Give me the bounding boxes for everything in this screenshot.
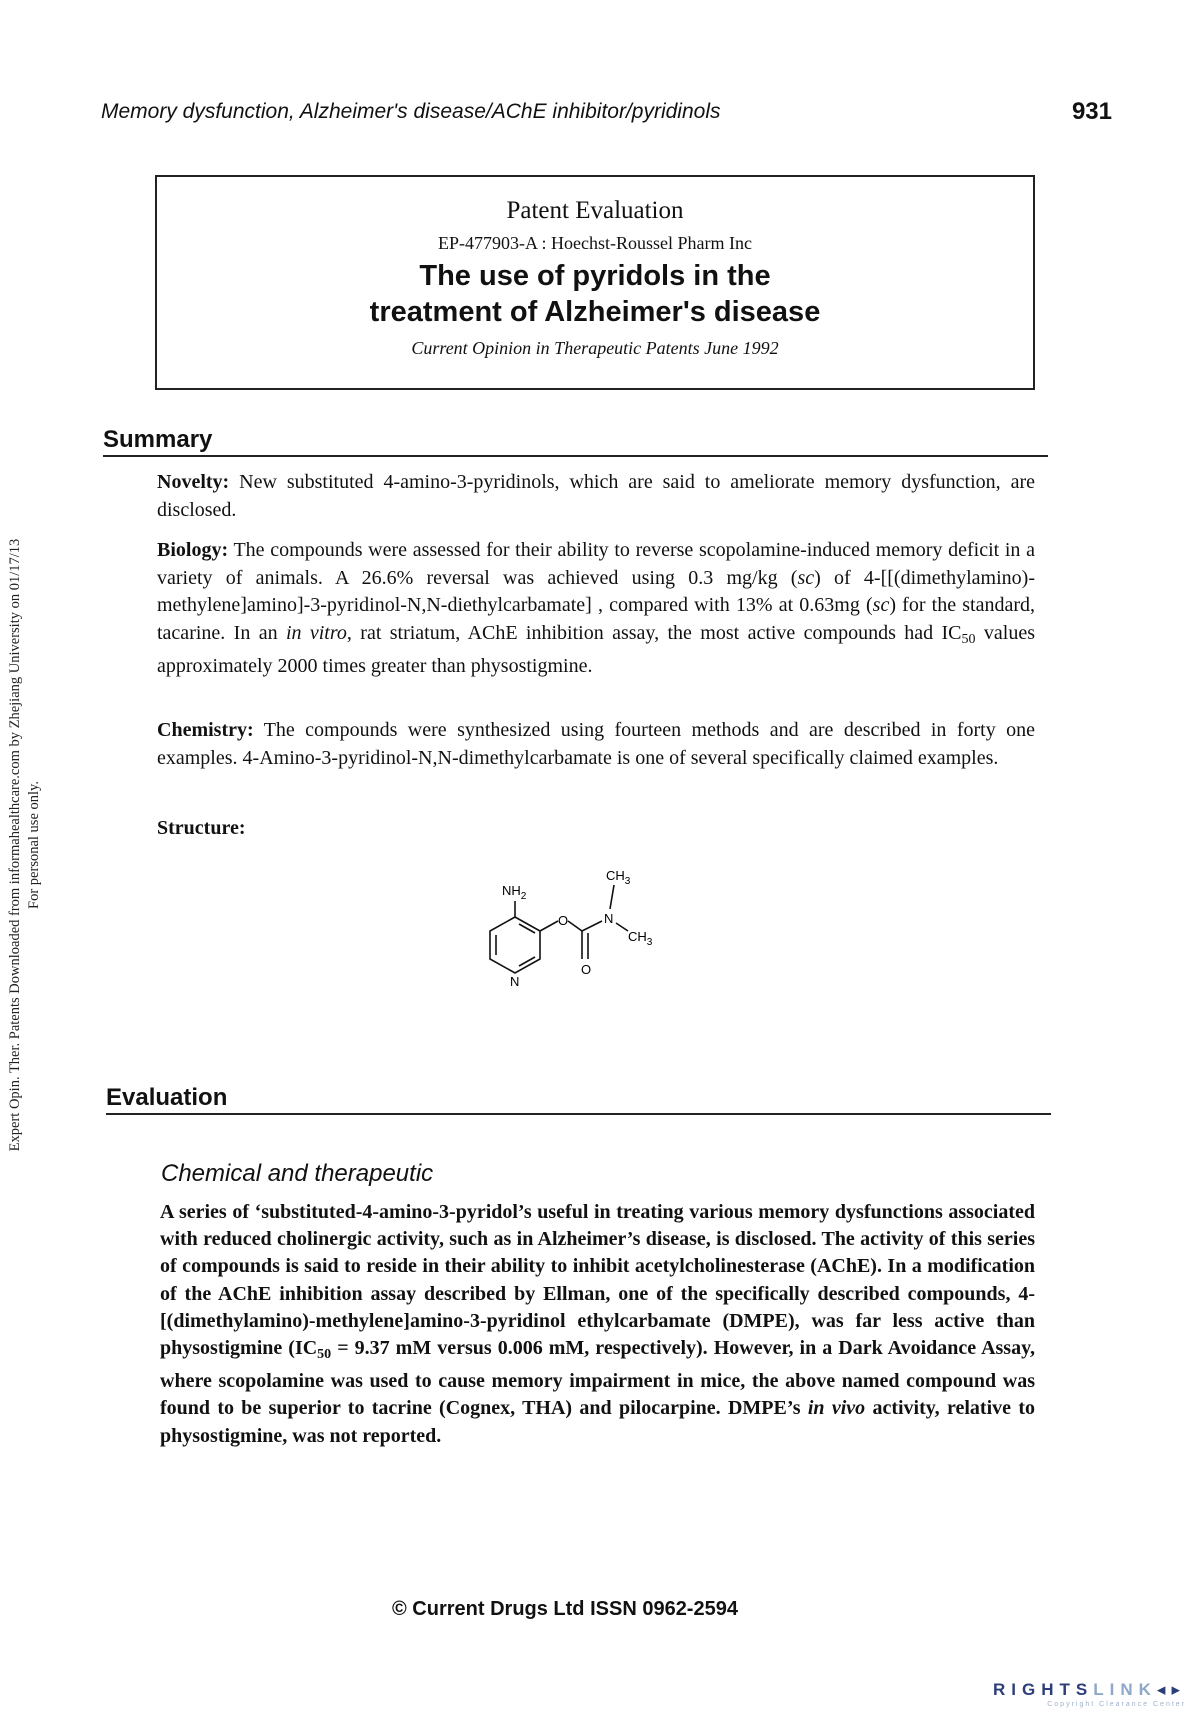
biology-label: Biology: <box>157 539 229 561</box>
journal-source: Current Opinion in Therapeutic Patents June 1992 <box>411 338 779 358</box>
evaluation-paragraph <box>160 1199 1035 1450</box>
summary-heading: Summary <box>103 425 1048 457</box>
route-abbrev: sc <box>797 566 815 589</box>
running-head: Memory dysfunction, Alzheimer's disease/AChE inhibitor/pyridinols <box>101 100 721 123</box>
novelty-label: Novelty: <box>157 471 230 493</box>
in-vivo-term: in vivo <box>807 1397 866 1420</box>
download-watermark-line: Expert Opin. Ther. Patents Downloaded from informahealthcare.com by Zhejiang University on 01/17/13 <box>7 538 23 1152</box>
novelty-paragraph <box>157 469 1035 524</box>
biology-text: The compounds were assessed for their ability to reverse scopolamine-induced memory deficit in a variety of animals. A 26.6% reversal was achieved using 0.3 mg/kg ( <box>157 539 1035 589</box>
subsection-heading: Chemical and therapeutic <box>161 1160 434 1187</box>
copyright-footer: © Current Drugs Ltd ISSN 0962-2594 <box>392 1598 738 1620</box>
article-title-line: The use of pyridols in the <box>419 260 771 292</box>
chemistry-label: Chemistry: <box>157 719 254 741</box>
structure-label: Structure: <box>157 817 246 839</box>
route-abbrev: sc <box>872 594 890 616</box>
amide-bond <box>582 921 602 931</box>
pyridine-ring <box>490 917 540 973</box>
biology-paragraph <box>157 537 1035 681</box>
chemical-structure-diagram <box>470 865 710 995</box>
patent-evaluation-box <box>155 175 1035 390</box>
article-title <box>157 258 1033 330</box>
ring-nitrogen-label: N <box>510 974 520 989</box>
box-kicker: Patent Evaluation <box>506 197 684 224</box>
ic50-subscript: 50 <box>961 631 976 647</box>
arrows-icon: ◂▸ <box>1156 1680 1186 1699</box>
ester-oxygen-label: O <box>558 913 569 928</box>
methyl-top-label: $CH_3$ <box>606 868 631 887</box>
ic50-subscript: 50 <box>317 1347 332 1363</box>
download-watermark <box>6 465 44 1225</box>
evaluation-text: = 9.37 mM versus 0.006 mM, respectively). However, in a Dark Avoidance Assay, where scopolamine was used to cause memory impairment in mice, the above named compound was found to be superior to tacrine (Cognex, THA) and pilocarpine. DMPE’s <box>160 1337 1035 1420</box>
rightslink-wordmark <box>993 1680 1186 1700</box>
ester-bond <box>540 921 558 931</box>
rightslink-tagline: Copyright Clearance Center <box>1047 1701 1186 1708</box>
in-vitro-term: in vitro <box>285 621 347 644</box>
amino-group-label: $NH_2$ <box>502 883 527 902</box>
evaluation-heading: Evaluation <box>106 1083 1051 1115</box>
rightslink-word: RIGHTS <box>993 1680 1094 1699</box>
biology-text: values approximately 2000 times greater than physostigmine. <box>157 621 1035 677</box>
chemistry-text: The compounds were synthesized using fourteen methods and are described in forty one examples. 4-Amino-3-pyridinol-N,N-dimethylcarbamate is one of several specifically claimed examples. <box>157 719 1035 769</box>
biology-text: ) of 4-[[(dimethylamino)-methylene]amino]-3-pyridinol-N,N-diethylcarbamate] , compared with 13% at 0.63mg ( <box>157 566 1035 616</box>
methyl-bond <box>610 885 614 909</box>
evaluation-text: A series of ‘substituted-4-amino-3-pyridol’s useful in treating various memory dysfunctions associated with reduced cholinergic activity, such as in Alzheimer’s disease, is disclosed. The activity of this series of compounds is said to reside in their ability to inhibit acetylcholinesterase (AChE). In a modification of the AChE inhibition assay described by Ellman, one of the specifically described compounds, 4-[(dimethylamino)-methylene]amino-3-pyridinol ethylcarbamate (DMPE), was far less active than physostigmine (IC <box>160 1201 1035 1360</box>
download-watermark-line: For personal use only. <box>26 781 42 909</box>
methyl-right-label: $CH_3$ <box>628 929 653 948</box>
novelty-text: New substituted 4-amino-3-pyridinols, which are said to ameliorate memory dysfunction, are disclosed. <box>157 471 1035 521</box>
carbonyl-oxygen-label: O <box>581 962 592 977</box>
amide-nitrogen-label: N <box>604 911 614 926</box>
page-number: 931 <box>1071 98 1112 125</box>
structure-label-paragraph <box>157 815 1035 843</box>
evaluation-text: activity, relative to physostigmine, was not reported. <box>160 1397 1035 1447</box>
rightslink-logo[interactable] <box>993 1680 1186 1708</box>
article-title-line: treatment of Alzheimer's disease <box>369 296 821 328</box>
patent-number: EP-477903-A : Hoechst-Roussel Pharm Inc <box>438 233 752 253</box>
biology-text: ) for the standard, tacarine. In an <box>157 594 1035 644</box>
rightslink-word: LINK <box>1093 1680 1157 1699</box>
chemistry-paragraph <box>157 717 1035 772</box>
biology-text: , rat striatum, AChE inhibition assay, the most active compounds had IC <box>346 621 962 644</box>
methyl-bond <box>616 923 628 931</box>
ester-bond <box>568 921 582 931</box>
